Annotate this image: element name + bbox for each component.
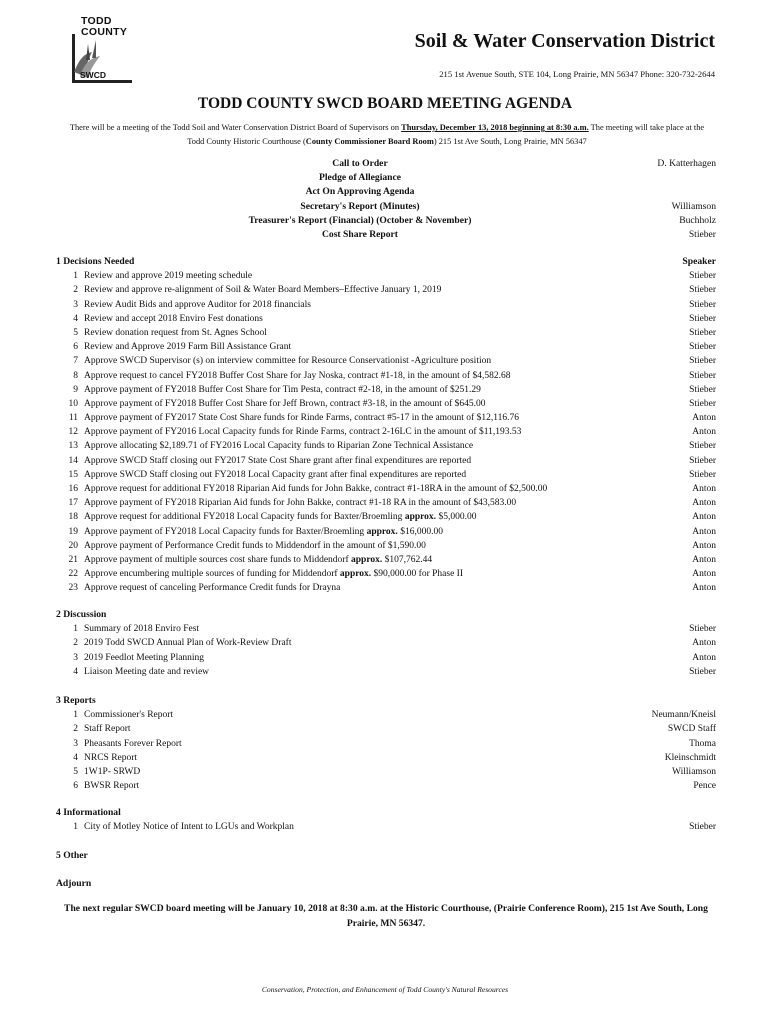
item-text-main: Review and approve re-alignment of Soil & Water Board Members–Effective January 1, 2019 bbox=[84, 285, 442, 296]
item-text-main: NRCS Report bbox=[84, 752, 138, 763]
item-number: 10 bbox=[68, 398, 78, 409]
opening-item: Act On Approving Agenda bbox=[305, 186, 415, 198]
agenda-item bbox=[56, 439, 716, 453]
item-text-main: Approve SWCD Staff closing out FY2017 State Cost Share grant after final expenditures are reported bbox=[84, 455, 472, 466]
item-text-main: 2019 Feedlot Meeting Planning bbox=[84, 652, 205, 663]
opening-speaker: Stieber bbox=[688, 228, 716, 240]
agenda-item bbox=[56, 269, 716, 283]
item-text bbox=[84, 454, 471, 468]
item-text-main: Commissioner's Report bbox=[84, 710, 174, 721]
item-text-amount: $16,000.00 bbox=[397, 526, 443, 537]
item-number: 2 bbox=[73, 638, 78, 649]
item-text bbox=[84, 553, 432, 567]
item-number: 14 bbox=[68, 455, 78, 466]
item-text-main: Liaison Meeting date and review bbox=[84, 666, 210, 677]
item-speaker: Thoma bbox=[689, 738, 716, 749]
meeting-room: County Commissioner Board Room bbox=[305, 137, 434, 146]
footer-tagline: Conservation, Protection, and Enhancement of Todd County's Natural Resources bbox=[261, 985, 509, 994]
item-speaker: Stieber bbox=[689, 271, 716, 282]
item-text bbox=[84, 622, 199, 636]
agenda-item bbox=[56, 425, 716, 439]
org-name: Soil & Water Conservation District bbox=[414, 30, 715, 52]
logo-line1: TODD bbox=[81, 15, 112, 27]
agenda-section bbox=[56, 608, 716, 679]
item-text bbox=[84, 340, 291, 354]
section-heading bbox=[56, 608, 716, 622]
item-text bbox=[84, 269, 252, 283]
item-speaker: Stieber bbox=[689, 398, 716, 409]
item-text bbox=[84, 482, 547, 496]
item-speaker: Stieber bbox=[689, 822, 716, 833]
item-speaker: Stieber bbox=[689, 469, 716, 480]
item-text-main: Summary of 2018 Enviro Fest bbox=[84, 624, 200, 635]
item-number: 1 bbox=[73, 271, 78, 282]
item-speaker: Anton bbox=[692, 413, 716, 424]
item-speaker: Stieber bbox=[689, 342, 716, 353]
item-speaker: Williamson bbox=[672, 766, 716, 777]
next-meeting-notice: The next regular SWCD board meeting will be January 10, 2018 at 8:30 a.m. at the Historic Courthouse, (Prairie Conference Room), 215 1st Ave South, Long Prairie, MN 56347. bbox=[64, 903, 708, 929]
item-speaker: Stieber bbox=[689, 313, 716, 324]
item-text-main: Review donation request from St. Agnes School bbox=[84, 327, 267, 338]
item-number: 7 bbox=[73, 356, 78, 367]
section-title: Adjourn bbox=[56, 878, 92, 889]
agenda-item bbox=[56, 354, 716, 368]
item-number: 6 bbox=[73, 342, 78, 353]
item-speaker: Stieber bbox=[689, 370, 716, 381]
section-heading bbox=[56, 255, 716, 269]
item-text bbox=[84, 369, 510, 383]
item-number: 20 bbox=[68, 540, 78, 551]
item-text-main: Approve encumbering multiple sources of funding for Middendorf bbox=[84, 569, 340, 580]
logo-line2: COUNTY bbox=[81, 26, 128, 38]
section-title: 1 Decisions Needed bbox=[56, 256, 135, 267]
item-speaker: Anton bbox=[692, 583, 716, 594]
item-text-main: Approve SWCD Supervisor (s) on interview committee for Resource Conservationist -Agriculture position bbox=[84, 356, 492, 367]
agenda-item bbox=[56, 468, 716, 482]
item-speaker: Anton bbox=[692, 526, 716, 537]
item-text bbox=[84, 539, 426, 553]
agenda-section bbox=[56, 877, 716, 891]
agenda-item bbox=[56, 737, 716, 751]
item-text-main: 1W1P- SRWD bbox=[84, 766, 141, 777]
agenda-item bbox=[56, 525, 716, 539]
item-number: 1 bbox=[73, 710, 78, 721]
item-number: 9 bbox=[73, 384, 78, 395]
item-text-amount: $107,762.44 bbox=[382, 554, 433, 565]
item-text-main: Review and accept 2018 Enviro Fest donations bbox=[84, 313, 263, 324]
item-text-main: Approve SWCD Staff closing out FY2018 Local Capacity grant after final expenditures are reported bbox=[84, 469, 467, 480]
item-text-main: Approve allocating $2,189.71 of FY2016 Local Capacity funds to Riparian Zone Technical Assistance bbox=[84, 441, 474, 452]
item-text bbox=[84, 510, 476, 524]
item-speaker: Stieber bbox=[689, 455, 716, 466]
item-number: 15 bbox=[68, 469, 78, 480]
item-text bbox=[84, 779, 139, 793]
opening-speaker: Buchholz bbox=[679, 214, 716, 226]
item-text bbox=[84, 581, 340, 595]
agenda-item bbox=[56, 383, 716, 397]
item-number: 18 bbox=[68, 512, 78, 523]
item-speaker: Anton bbox=[692, 638, 716, 649]
item-text-main: Approve request for additional FY2018 Riparian Aid funds for John Bakke, contract #1-18RA in the amount of $2,500.00 bbox=[84, 484, 548, 494]
item-text-main: Approve payment of FY2017 State Cost Share funds for Rinde Farms, contract #5-17 in the amount of $12,116.76 bbox=[84, 413, 519, 424]
item-text bbox=[84, 567, 463, 581]
item-speaker: SWCD Staff bbox=[667, 724, 716, 735]
item-speaker: Anton bbox=[692, 484, 716, 494]
intro-text-2: The meeting will take place at the Todd County Historic Courthouse ( bbox=[187, 123, 705, 146]
opening-item: Call to Order bbox=[332, 158, 388, 169]
agenda-item bbox=[56, 622, 716, 636]
item-number: 2 bbox=[73, 285, 78, 296]
item-text bbox=[84, 525, 443, 539]
item-text bbox=[84, 765, 140, 779]
item-text-main: Review and Approve 2019 Farm Bill Assistance Grant bbox=[84, 342, 292, 353]
agenda-item bbox=[56, 510, 716, 524]
item-text bbox=[84, 636, 291, 650]
item-text bbox=[84, 383, 481, 397]
item-number: 1 bbox=[73, 624, 78, 635]
item-text-main: Review and approve 2019 meeting schedule bbox=[84, 271, 253, 282]
opening-item: Cost Share Report bbox=[321, 229, 399, 241]
item-number: 11 bbox=[68, 413, 78, 424]
speaker-column-header: Speaker bbox=[682, 256, 716, 267]
item-speaker: Anton bbox=[692, 554, 716, 565]
intro-text-3: ) 215 1st Ave South, Long Prairie, MN 56347 bbox=[433, 137, 587, 146]
item-number: 16 bbox=[68, 484, 78, 494]
agenda-item bbox=[56, 298, 716, 312]
opening-item: Treasurer's Report (Financial) (October & November) bbox=[248, 214, 472, 226]
item-text bbox=[84, 312, 263, 326]
opening-speaker bbox=[516, 185, 716, 199]
item-text bbox=[84, 439, 473, 453]
item-number: 6 bbox=[73, 781, 78, 792]
item-number: 3 bbox=[73, 738, 78, 749]
agenda-item bbox=[56, 539, 716, 553]
item-text bbox=[84, 468, 466, 482]
agenda-section bbox=[56, 694, 716, 793]
item-text bbox=[84, 722, 131, 736]
todd-county-swcd-logo bbox=[58, 14, 136, 88]
opening-speaker bbox=[516, 171, 716, 185]
intro-paragraph bbox=[62, 121, 712, 149]
agenda-item bbox=[56, 454, 716, 468]
agenda-item bbox=[56, 722, 716, 736]
item-text bbox=[84, 326, 267, 340]
agenda-item bbox=[56, 496, 716, 510]
item-text bbox=[84, 737, 182, 751]
section-title: 3 Reports bbox=[56, 695, 96, 706]
item-speaker: Anton bbox=[692, 652, 716, 663]
item-number: 5 bbox=[73, 766, 78, 777]
item-number: 21 bbox=[68, 554, 78, 565]
item-number: 5 bbox=[73, 327, 78, 338]
item-text-main: Approve request to cancel FY2018 Buffer Cost Share for Jay Noska, contract #1-18, in the amount of $4,582.68 bbox=[84, 370, 511, 381]
item-text-main: Approve payment of multiple sources cost share funds to Middendorf bbox=[84, 554, 351, 565]
item-text bbox=[84, 820, 294, 834]
org-address: 215 1st Avenue South, STE 104, Long Prairie, MN 56347 Phone: 320-732-2644 bbox=[439, 69, 715, 79]
section-title: 2 Discussion bbox=[56, 609, 107, 620]
agenda-item bbox=[56, 482, 716, 496]
item-number: 4 bbox=[73, 313, 78, 324]
intro-text-1: There will be a meeting of the Todd Soil and Water Conservation District Board of Supervisors on bbox=[69, 123, 402, 132]
opening-speaker: Williamson bbox=[671, 200, 716, 212]
agenda-item bbox=[56, 312, 716, 326]
item-speaker: Neumann/Kneisl bbox=[651, 710, 716, 721]
section-title: 5 Other bbox=[56, 850, 88, 861]
opening-item: Secretary's Report (Minutes) bbox=[300, 200, 420, 212]
item-text-main: Staff Report bbox=[84, 724, 131, 735]
section-title: 4 Informational bbox=[56, 807, 121, 818]
logo-text bbox=[81, 16, 127, 38]
item-speaker: Stieber bbox=[689, 327, 716, 338]
item-text-approx: approx. bbox=[339, 569, 372, 580]
item-text bbox=[84, 708, 173, 722]
agenda-item bbox=[56, 397, 716, 411]
opening-speakers bbox=[516, 157, 716, 242]
item-text-main: Approve payment of FY2018 Buffer Cost Share for Tim Pesta, contract #2-18, in the amount of $251.29 bbox=[84, 384, 481, 395]
item-text-main: Approve payment of Performance Credit funds to Middendorf in the amount of $1,590.00 bbox=[84, 540, 426, 551]
meeting-date-time: Thursday, December 13, 2018 beginning at 8:30 a.m. bbox=[401, 123, 589, 132]
agenda-item bbox=[56, 651, 716, 665]
item-text-approx: approx. bbox=[404, 512, 437, 523]
item-number: 4 bbox=[73, 666, 78, 677]
agenda-item bbox=[56, 340, 716, 354]
item-text-main: Review Audit Bids and approve Auditor for 2018 financials bbox=[84, 299, 311, 310]
item-speaker: Stieber bbox=[689, 285, 716, 296]
page-title: TODD COUNTY SWCD BOARD MEETING AGENDA bbox=[197, 95, 573, 112]
item-text-main: Approve payment of FY2016 Local Capacity funds for Rinde Farms, contract 2-16LC in the amount of $11,193.53 bbox=[84, 427, 522, 438]
item-text bbox=[84, 411, 519, 425]
item-speaker: Stieber bbox=[689, 356, 716, 367]
item-speaker: Stieber bbox=[689, 384, 716, 395]
agenda-item bbox=[56, 665, 716, 679]
item-text bbox=[84, 425, 521, 439]
item-text-approx: approx. bbox=[366, 526, 398, 537]
section-heading bbox=[56, 694, 716, 708]
agenda-item bbox=[56, 369, 716, 383]
item-text-main: BWSR Report bbox=[84, 781, 140, 792]
agenda-item bbox=[56, 708, 716, 722]
item-speaker: Pence bbox=[693, 781, 716, 792]
item-number: 22 bbox=[68, 569, 78, 580]
item-speaker: Stieber bbox=[689, 624, 716, 635]
agenda-section bbox=[56, 806, 716, 834]
item-number: 3 bbox=[73, 652, 78, 663]
agenda-item bbox=[56, 779, 716, 793]
agenda-item bbox=[56, 751, 716, 765]
item-text-main: Approve payment of FY2018 Local Capacity funds for Baxter/Broemling bbox=[84, 526, 367, 537]
item-text bbox=[84, 751, 137, 765]
item-speaker: Anton bbox=[692, 512, 716, 523]
section-heading bbox=[56, 877, 716, 891]
item-number: 2 bbox=[73, 724, 78, 735]
item-text-main: Approve payment of FY2018 Buffer Cost Share for Jeff Brown, contract #3-18, in the amount of $645.00 bbox=[84, 398, 486, 409]
item-number: 19 bbox=[68, 526, 78, 537]
item-text-main: City of Motley Notice of Intent to LGUs and Workplan bbox=[84, 822, 294, 833]
section-heading bbox=[56, 849, 716, 863]
item-text bbox=[84, 665, 209, 679]
item-number: 13 bbox=[68, 441, 78, 452]
item-text bbox=[84, 354, 491, 368]
opening-speaker: D. Katterhagen bbox=[657, 158, 716, 169]
agenda-item bbox=[56, 820, 716, 834]
agenda-item bbox=[56, 567, 716, 581]
agenda-section bbox=[56, 849, 716, 863]
item-text bbox=[84, 283, 441, 297]
agenda-item bbox=[56, 326, 716, 340]
item-speaker: Stieber bbox=[689, 299, 716, 310]
item-text-main: Pheasants Forever Report bbox=[84, 738, 182, 749]
item-number: 1 bbox=[73, 822, 78, 833]
item-text bbox=[84, 651, 204, 665]
agenda-item bbox=[56, 581, 716, 595]
item-speaker: Stieber bbox=[689, 666, 716, 677]
opening-items bbox=[200, 157, 520, 242]
item-number: 23 bbox=[68, 583, 78, 594]
item-text-main: Approve request for additional FY2018 Local Capacity funds for Baxter/Broemling bbox=[84, 512, 405, 523]
item-text-approx: approx. bbox=[351, 554, 383, 565]
logo-sub: SWCD bbox=[80, 70, 106, 80]
item-speaker: Anton bbox=[692, 569, 716, 580]
item-speaker: Anton bbox=[692, 498, 716, 509]
item-text-amount: $5,000.00 bbox=[436, 512, 477, 523]
item-text-main: Approve request of canceling Performance Credit funds for Drayna bbox=[84, 583, 341, 594]
opening-item: Pledge of Allegiance bbox=[318, 172, 402, 184]
agenda-item bbox=[56, 553, 716, 567]
agenda-item bbox=[56, 283, 716, 297]
item-text-main: 2019 Todd SWCD Annual Plan of Work-Review Draft bbox=[84, 638, 292, 649]
section-heading bbox=[56, 806, 716, 820]
item-number: 3 bbox=[73, 299, 78, 310]
item-text bbox=[84, 298, 311, 312]
item-number: 8 bbox=[73, 370, 78, 381]
item-text bbox=[84, 397, 485, 411]
agenda-section bbox=[56, 255, 716, 596]
item-speaker: Anton bbox=[692, 540, 716, 551]
item-speaker: Kleinschmidt bbox=[664, 752, 716, 763]
item-number: 17 bbox=[68, 498, 78, 509]
item-speaker: Stieber bbox=[689, 441, 716, 452]
agenda-item bbox=[56, 636, 716, 650]
item-speaker: Anton bbox=[692, 427, 716, 438]
item-number: 4 bbox=[73, 752, 78, 763]
item-text bbox=[84, 496, 516, 510]
agenda-item bbox=[56, 765, 716, 779]
item-text-main: Approve payment of FY2018 Riparian Aid funds for John Bakke, contract #1-18 RA in the amount of $43,583.00 bbox=[84, 498, 517, 509]
agenda-item bbox=[56, 411, 716, 425]
item-number: 12 bbox=[68, 427, 78, 438]
item-text-amount: $90,000.00 for Phase II bbox=[371, 569, 463, 580]
